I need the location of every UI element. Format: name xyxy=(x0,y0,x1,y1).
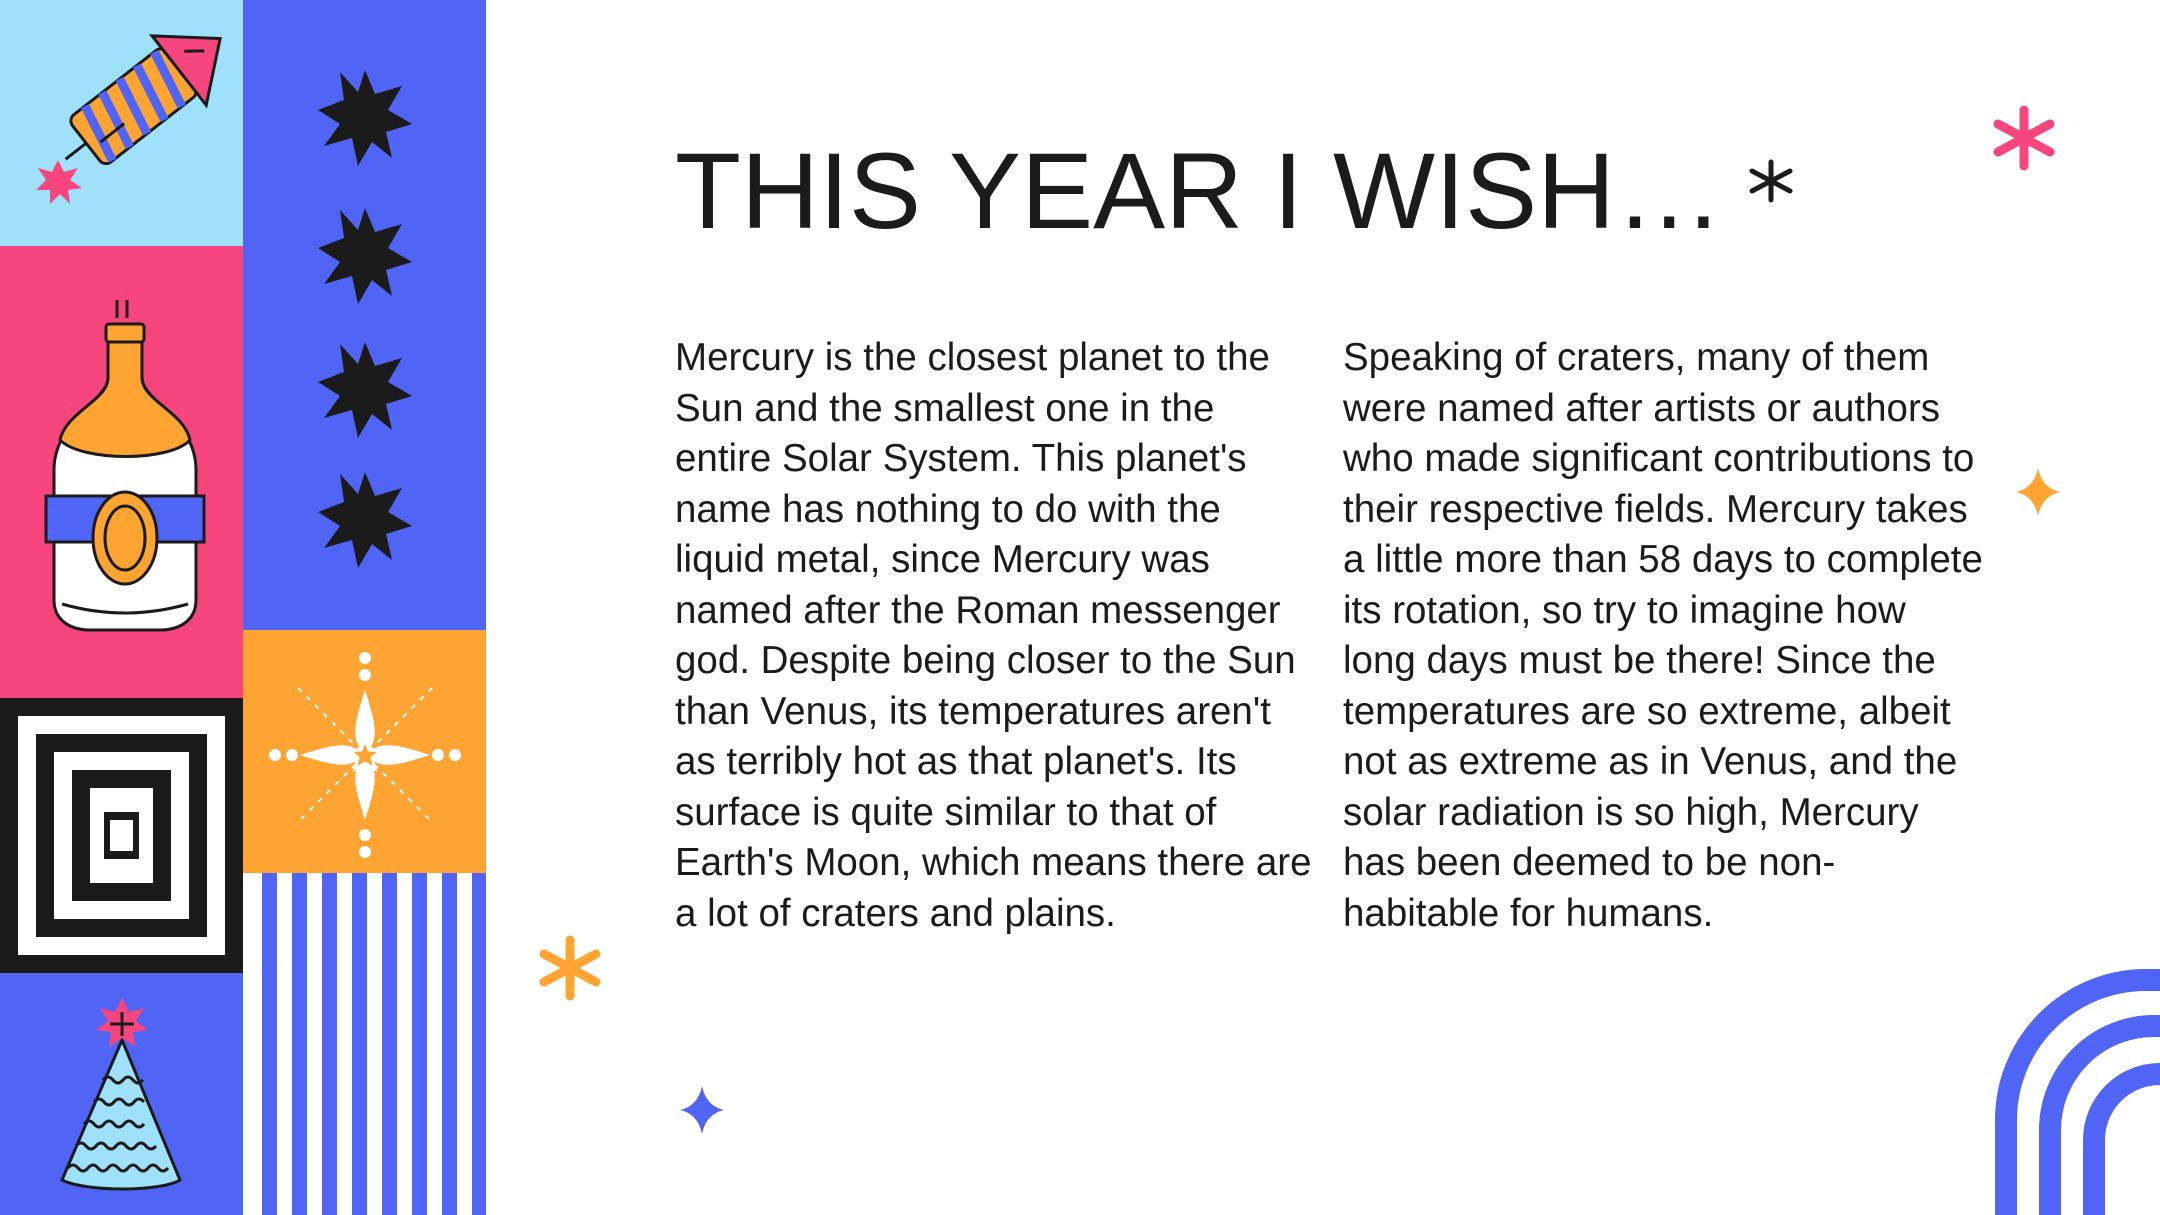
concentric-squares-icon xyxy=(18,716,225,955)
asterisk-icon xyxy=(544,940,596,996)
sparkle-icon xyxy=(2016,468,2060,516)
sparkle-icon xyxy=(680,1086,724,1134)
paragraph-right: Speaking of craters, many of them were named after artists or authors who made significant contributions to their respective fields. Mercury takes a little more than 58 days to complete its rotation, so try to imagine how long days must be there! Since the temperatures are so extreme, albeit not as extreme as in Venus, and the solar radiation is so high, Mercury has been deemed to be non-habitable for humans. xyxy=(1343,336,1983,935)
paragraph-left: Mercury is the closest planet to the Sun and the smallest one in the entire Solar System. This planet's name has nothing to do with the liquid metal, since Mercury was named after the Roman messenger god. Despite being closer to the Sun than Venus, its temperatures aren't as terribly hot as that planet's. Its surface is quite similar to that of Earth's Moon, which means there are a lot of craters and plains. xyxy=(675,336,1312,935)
concentric-arcs-icon xyxy=(2006,980,2160,1215)
asterisk-icon xyxy=(1998,110,2050,166)
slide-title: THIS YEAR I WISH… xyxy=(675,130,1724,251)
